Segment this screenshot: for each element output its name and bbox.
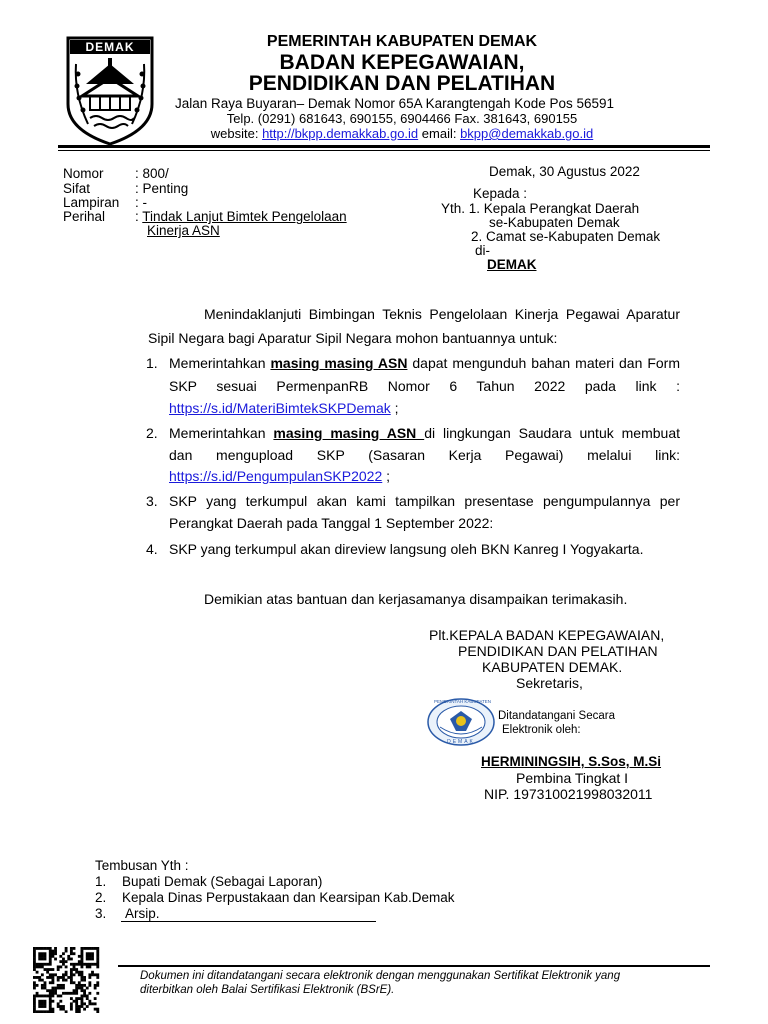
perihal-colon: : <box>135 209 143 224</box>
lampiran-value: : - <box>135 195 147 210</box>
yth-line2: 2. Camat se-Kabupaten Demak <box>471 229 661 244</box>
item-3-line2: Perangkat Daerah pada Tanggal 1 September 2022: <box>169 515 494 531</box>
letterhead-web-email <box>0 126 768 142</box>
sign-title-3: KABUPATEN DEMAK. <box>482 659 623 675</box>
letterhead-line2: BADAN KEPEGAWAIAN, <box>279 51 525 74</box>
item-1-tail: ; <box>390 400 399 416</box>
item-4-number: 4. <box>146 541 158 557</box>
item-3-line1: SKP yang terkumpul akan kami tampilkan presentase pengumpulannya per <box>169 493 680 509</box>
item-1-number: 1. <box>146 355 158 371</box>
sign-title-4: Sekretaris, <box>516 675 583 691</box>
letter-date: Demak, 30 Agustus 2022 <box>489 164 640 179</box>
item-2-line1 <box>169 421 680 445</box>
item-1-line3 <box>169 396 399 420</box>
item-1-text-a: Memerintahkan <box>169 355 271 371</box>
perihal-line2: Kinerja ASN <box>147 223 220 238</box>
addressee-city: DEMAK <box>487 257 537 272</box>
closing-sentence: Demikian atas bantuan dan kerjasamanya disampaikan terimakasih. <box>204 591 628 607</box>
letterhead-address: Jalan Raya Buyaran– Demak Nomor 65A Karangtengah Kode Pos 56591 <box>175 96 615 111</box>
item-2-bold: masing masing ASN <box>273 425 425 441</box>
kepada-label: Kepada : <box>473 186 528 201</box>
yth-line1b: se-Kabupaten Demak <box>489 215 620 230</box>
letterhead-rule-thick <box>58 145 710 148</box>
letterhead-phone: Telp. (0291) 681643, 690155, 6904466 Fax. 381643, 690155 <box>226 111 578 126</box>
esign-line1: Ditandatangani Secara <box>498 710 615 722</box>
tembusan-underline <box>121 921 376 922</box>
website-link[interactable]: http://bkpp.demakkab.go.id <box>262 126 419 141</box>
item-2-text-a: Memerintahkan <box>169 425 274 441</box>
item-1-line1 <box>169 351 680 375</box>
item-1-text-b: dapat mengunduh bahan materi dan Form <box>407 355 680 371</box>
verification-qr-code[interactable] <box>30 947 102 1013</box>
logo-text: DEMAK <box>85 40 135 54</box>
tembusan-3-number: 3. <box>95 906 107 921</box>
tembusan-3-text: Arsip. <box>125 906 160 921</box>
signer-name: HERMININGSIH, S.Sos, M.Si <box>481 754 662 769</box>
letterhead-line3: PENDIDIKAN DAN PELATIHAN <box>248 72 556 95</box>
letterhead-rule-thin <box>58 150 710 151</box>
electronic-seal-icon <box>426 697 496 747</box>
sign-title-2: PENDIDIKAN DAN PELATIHAN <box>458 643 658 659</box>
di-label: di- <box>475 243 491 258</box>
nomor-value: : 800/ <box>135 166 169 181</box>
item-2-text-b: di lingkungan Saudara untuk membuat <box>424 425 680 441</box>
footer-rule <box>118 965 710 967</box>
lampiran-label: Lampiran <box>63 195 120 210</box>
signer-nip: NIP. 197310021998032011 <box>484 786 653 802</box>
intro-line2: Sipil Negara bagi Aparatur Sipil Negara mohon bantuannya untuk: <box>148 330 558 346</box>
seal-top-text: PEMERINTAH KABUPATEN <box>434 699 492 704</box>
seal-bottom-text: DEMAK <box>447 739 475 745</box>
email-label: email: <box>418 126 461 141</box>
esign-line2: Elektronik oleh: <box>502 724 581 736</box>
sign-title-1: Plt.KEPALA BADAN KEPEGAWAIAN, <box>429 627 665 643</box>
tembusan-2-number: 2. <box>95 890 107 905</box>
item-2-tail: ; <box>382 468 391 484</box>
tembusan-2-text: Kepala Dinas Perpustakaan dan Kearsipan Kab.Demak <box>122 890 455 905</box>
item-3-number: 3. <box>146 493 158 509</box>
item-2-number: 2. <box>146 425 158 441</box>
tembusan-label: Tembusan Yth : <box>95 858 189 873</box>
nomor-label: Nomor <box>63 166 104 181</box>
letterhead-line1: PEMERINTAH KABUPATEN DEMAK <box>266 33 538 50</box>
item-2-line3 <box>169 464 390 488</box>
intro-line1: Menindaklanjuti Bimbingan Teknis Pengelolaan Kinerja Pegawai Aparatur <box>204 306 680 322</box>
footer-note-line2: diterbitkan oleh Balai Sertifikasi Elektronik (BSrE). <box>140 984 395 996</box>
yth-line1: Yth. 1. Kepala Perangkat Daerah <box>441 201 640 216</box>
signer-rank: Pembina Tingkat I <box>516 770 629 786</box>
perihal-label: Perihal <box>63 209 106 224</box>
email-link[interactable]: bkpp@demakkab.go.id <box>460 126 594 141</box>
pengumpulan-skp-link[interactable]: https://s.id/PengumpulanSKP2022 <box>169 468 383 484</box>
perihal-line1: Tindak Lanjut Bimtek Pengelolaan <box>142 209 347 224</box>
tembusan-1-number: 1. <box>95 874 107 889</box>
item-2-line2: dan mengupload SKP (Sasaran Kerja Pegawai) melalui link: <box>169 447 680 463</box>
item-1-bold: masing masing ASN <box>270 355 408 371</box>
footer-note-line1: Dokumen ini ditandatangani secara elektronik dengan menggunakan Sertifikat Elektronik yang <box>140 970 621 982</box>
website-label: website: <box>210 126 263 141</box>
sifat-value: : Penting <box>135 181 189 196</box>
tembusan-1-text: Bupati Demak (Sebagai Laporan) <box>122 874 323 889</box>
item-1-line2: SKP sesuai PermenpanRB Nomor 6 Tahun 2022 pada link : <box>169 378 680 394</box>
materi-bimtek-link[interactable]: https://s.id/MateriBimtekSKPDemak <box>169 400 391 416</box>
item-4-line1: SKP yang terkumpul akan direview langsung oleh BKN Kanreg I Yogyakarta. <box>169 541 644 557</box>
sifat-label: Sifat <box>63 181 91 196</box>
